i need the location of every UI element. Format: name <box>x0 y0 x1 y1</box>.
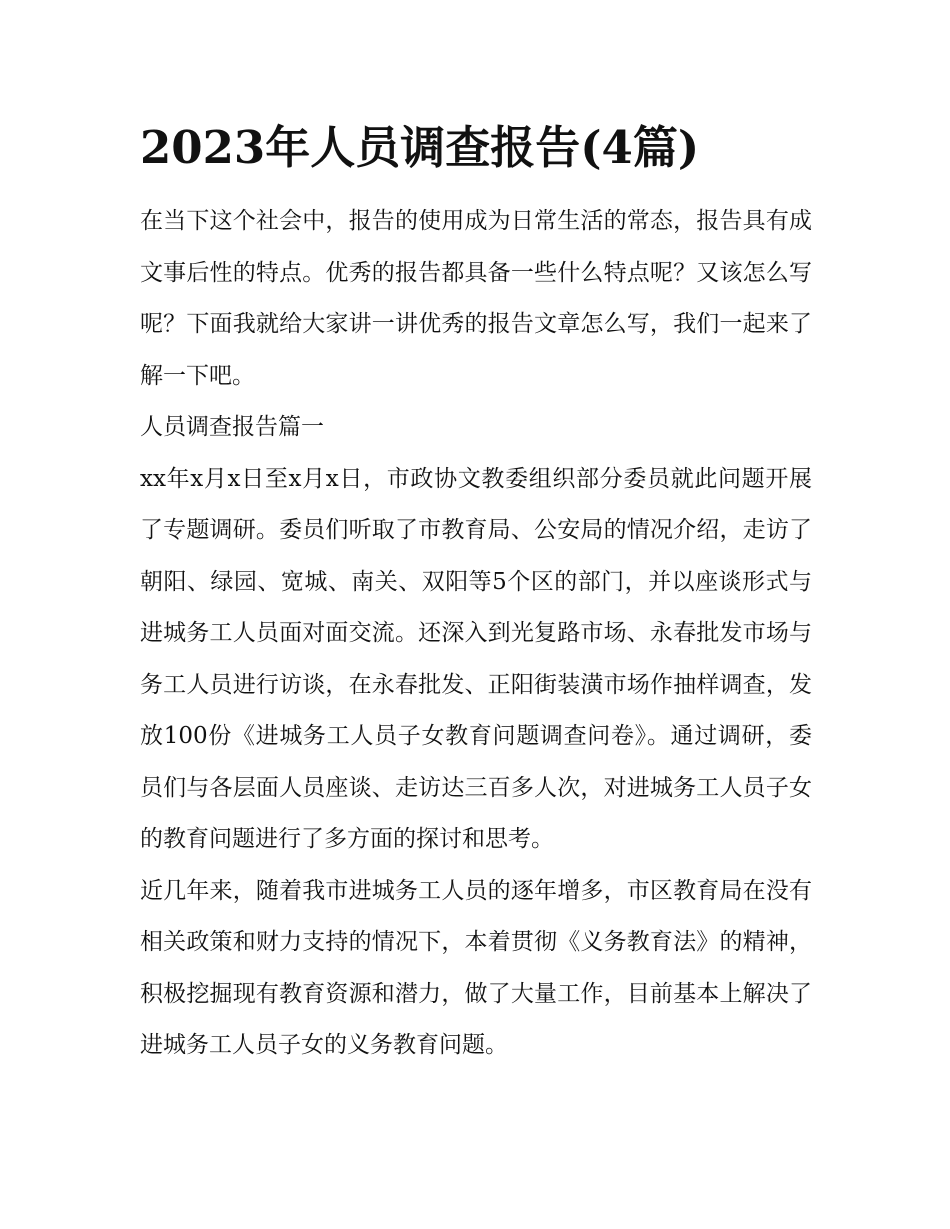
section-heading: 人员调查报告篇一 <box>140 414 324 440</box>
document-body <box>140 196 812 1072</box>
document-title: 2023年人员调查报告(4篇) <box>140 121 700 174</box>
intro-paragraph: 在当下这个社会中，报告的使用成为日常生活的常态，报告具有成文事后性的特点。优秀的报告都具备一些什么特点呢？又该怎么写呢？下面我就给大家讲一讲优秀的报告文章怎么写，我们一起来了解一下吧。 <box>140 208 812 389</box>
body-paragraph: 近几年来，随着我市进城务工人员的逐年增多，市区教育局在没有相关政策和财力支持的情况下，本着贯彻《义务教育法》的精神，积极挖掘现有教育资源和潜力，做了大量工作，目前基本上解决了进城务工人员子女的义务教育问题。 <box>140 877 812 1058</box>
body-paragraph: xx年x月x日至x月x日，市政协文教委组织部分委员就此问题开展了专题调研。委员们听取了市教育局、公安局的情况介绍，走访了朝阳、绿园、宽城、南关、双阳等5个区的部门，并以座谈形式与进城务工人员面对面交流。还深入到光复路市场、永春批发市场与务工人员进行访谈，在永春批发、正阳街装潢市场作抽样调查，发放100份《进城务工人员子女教育问题调查问卷》。通过调研，委员们与各层面人员座谈、走访达三百多人次，对进城务工人员子女的教育问题进行了多方面的探讨和思考。 <box>140 465 812 852</box>
